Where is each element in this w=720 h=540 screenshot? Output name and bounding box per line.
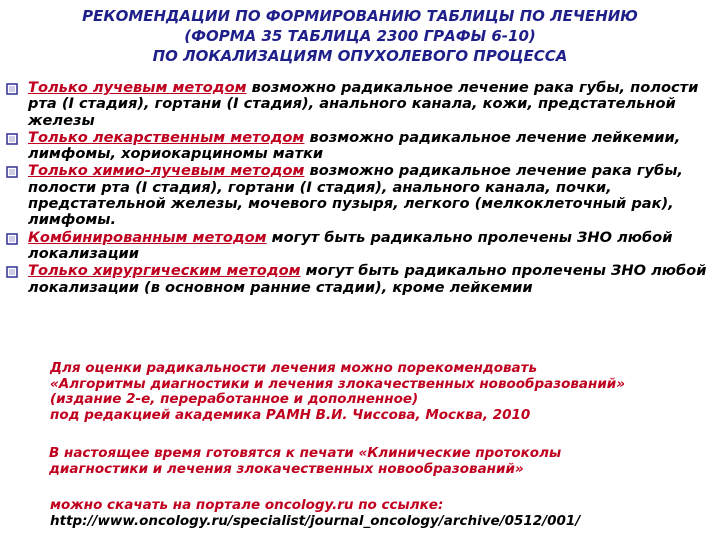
- title-line-3: ПО ЛОКАЛИЗАЦИЯМ ОПУХОЛЕВОГО ПРОЦЕССА: [152, 47, 568, 65]
- bullet-text: [28, 130, 714, 163]
- title-line-1: РЕКОМЕНДАЦИИ ПО ФОРМИРОВАНИЮ ТАБЛИЦЫ ПО ЛЕЧЕНИЮ: [82, 7, 638, 25]
- recommendation-note: [50, 361, 625, 423]
- upcoming-line-2: диагностики и лечения злокачественных новообразований»: [49, 460, 524, 477]
- bullet-body: могут быть радикально пролечены ЗНО любой локализации: [28, 228, 673, 262]
- bullet-highlight: Комбинированным методом: [28, 228, 267, 246]
- slide-title: [60, 6, 660, 66]
- download-text: можно скачать на портале oncology.ru по ссылке:: [50, 497, 444, 513]
- bullet-text: [28, 80, 714, 129]
- bullet-item-chemoradiation: [6, 163, 714, 228]
- bullet-body: возможно радикальное лечение рака губы, полости рта (I стадия), гортани (I стадия), анального канала, кожи, предстательной железы: [28, 79, 699, 129]
- bullet-text: [28, 163, 714, 228]
- bullet-item-radiation: [6, 80, 714, 129]
- download-link[interactable]: http://www.oncology.ru/specialist/journal_oncology/archive/0512/001/: [50, 512, 581, 529]
- checkbox-bullet-icon: [6, 133, 20, 143]
- title-line-2: (ФОРМА 35 ТАБЛИЦА 2300 ГРАФЫ 6-10): [184, 27, 536, 45]
- checkbox-bullet-icon: [6, 83, 20, 93]
- recommendation-line-3: (издание 2-е, переработанное и дополненное): [50, 391, 419, 407]
- download-note: [50, 498, 580, 529]
- checkbox-bullet-icon: [6, 233, 20, 243]
- bullet-body: возможно радикальное лечение рака губы, полости рта (I стадия), гортани (I стадия), анального канала, почки, предстательной железы, мочевого пузыря, легкого (мелкоклеточный рак), лимфомы.: [28, 162, 683, 229]
- bullet-highlight: Только хирургическим методом: [28, 262, 301, 280]
- bullet-highlight: Только лучевым методом: [28, 79, 247, 96]
- bullet-body: могут быть радикально пролечены ЗНО любой локализации (в основном ранние стадии), кроме лейкемии: [28, 262, 707, 296]
- checkbox-bullet-icon: [6, 266, 20, 276]
- bullet-highlight: Только лекарственным методом: [28, 128, 305, 146]
- recommendation-line-1: Для оценки радикальности лечения можно порекомендовать: [50, 360, 538, 376]
- recommendation-line-2: «Алгоритмы диагностики и лечения злокачественных новообразований»: [50, 375, 626, 392]
- upcoming-line-1: В настоящее время готовятся к печати «Клинические протоколы: [49, 445, 562, 461]
- bullet-item-drug: [6, 130, 714, 163]
- bullet-text: [28, 230, 714, 263]
- bullet-item-combined: [6, 230, 714, 263]
- bullet-highlight: Только химио-лучевым методом: [28, 162, 305, 180]
- bullet-item-surgical: [6, 263, 714, 296]
- checkbox-bullet-icon: [6, 166, 20, 176]
- recommendation-line-4: под редакцией академика РАМН В.И. Чиссова, Москва, 2010: [50, 406, 531, 423]
- bullet-text: [28, 263, 714, 296]
- bullet-list: [6, 80, 714, 296]
- upcoming-protocols-note: [49, 446, 561, 477]
- bullet-body: возможно радикальное лечение лейкемии, лимфомы, хориокарциномы матки: [28, 128, 681, 163]
